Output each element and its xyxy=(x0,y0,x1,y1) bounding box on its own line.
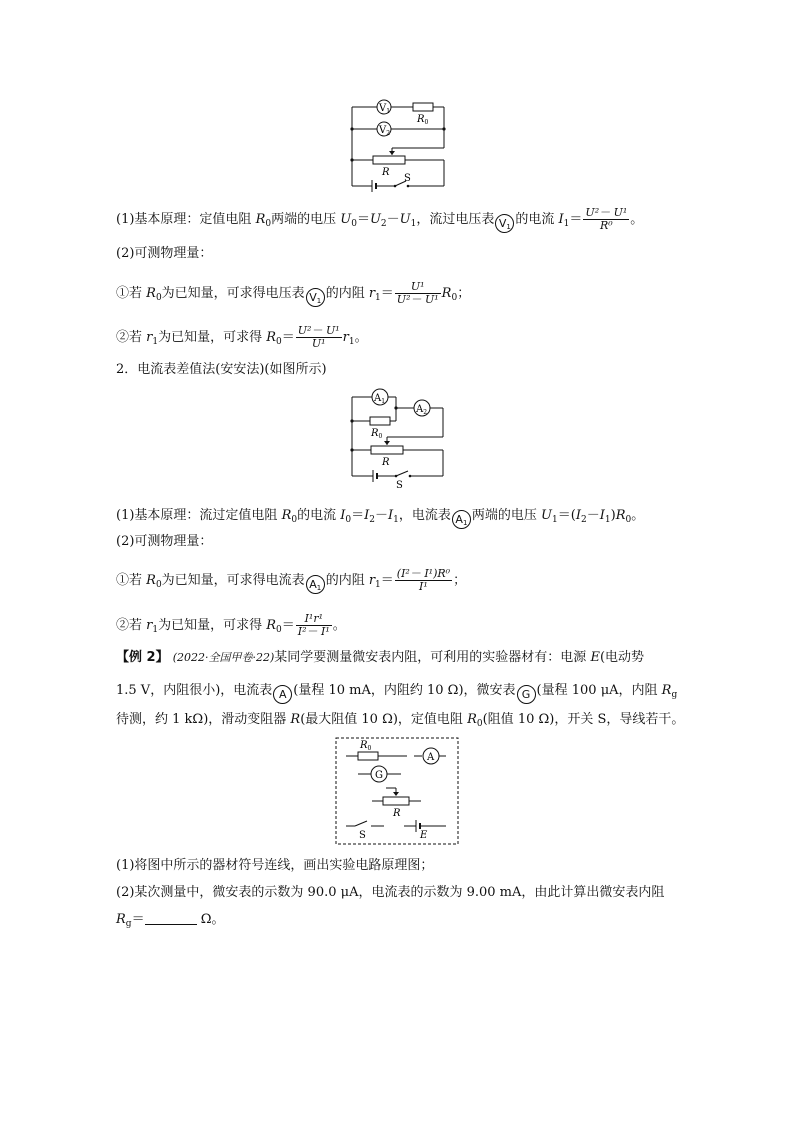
sec2-case1: ①若 $R_0$为已知量，可求得电流表 A1 的内阻 $r_1=$ $\frac{\text{(I²－ I¹)R⁰}}{\text{I¹}}$ ； xyxy=(116,567,467,593)
sec2-case2: ②若 $r_1$为已知量，可求得 $R_0=$ $\frac{\text{I¹r¹}}{\text{I²－ I¹}}$ 。 xyxy=(116,612,346,638)
circuit-diagram-voltmeter xyxy=(0,0,794,200)
galvanometer-g-icon: G xyxy=(517,685,536,704)
s-label: S xyxy=(396,480,403,490)
sec1-case2: ②若 $r_1$为已知量，可求得 $R_0=$ $\frac{\text{U²－ U¹}}{\text{U¹}}$ $r_1$。 xyxy=(116,324,368,350)
sec2-measurable: (2)可测物理量： xyxy=(116,534,213,549)
a2-label: $A_2$ xyxy=(416,404,428,416)
voltmeter-v1-icon: V1 xyxy=(495,214,514,233)
sec2-principle: (1)基本原理：流过定值电阻 $R_0$的电流 $I_0=I_2-I_1$，电流表 A1 两端的电压 $U_1=(I_2-I_1)R_0$。 xyxy=(116,508,645,527)
ammeter-a1-icon: A1 xyxy=(452,510,471,529)
example-line3: 待测，约 1 kΩ)，滑动变阻器 R(最大阻值 10 Ω)，定值电阻 $R_0$(阻值 10 Ω)，开关 S，导线若干。 xyxy=(116,712,685,729)
r-label: R xyxy=(382,167,390,178)
component-symbols-diagram xyxy=(0,735,794,845)
s-label: S xyxy=(404,173,411,184)
ammeter-a1-icon: A1 xyxy=(306,575,325,594)
question-2-answer-line: $R_g= \Omega$。 xyxy=(116,912,225,929)
example-tag: 【例 2】 xyxy=(116,650,169,665)
question-1: (1)将图中所示的器材符号连线，画出实验电路原理图； xyxy=(116,858,434,873)
fraction: $\frac{\text{U¹}}{\text{U²－ U¹}}$ xyxy=(396,280,439,306)
sec2-title: 2．电流表差值法(安安法)(如图所示) xyxy=(116,362,327,377)
r-label: R xyxy=(382,457,390,468)
fraction: $\frac{\text{(I²－ I¹)R⁰}}{\text{I¹}}$ xyxy=(396,567,451,593)
fraction: $\frac{\text{U²－ U¹}}{\text{R⁰}}$ xyxy=(585,206,628,232)
r0-label: $R_0$ xyxy=(360,740,372,752)
v2-label: $V_2$ xyxy=(379,125,391,137)
r0-label: $R_0$ xyxy=(371,428,383,440)
voltmeter-v1-icon: V1 xyxy=(306,288,325,307)
fraction: $\frac{\text{U²－ U¹}}{\text{U¹}}$ xyxy=(297,324,340,350)
a1-label: $A_1$ xyxy=(374,393,386,405)
r0-label: $R_0$ xyxy=(417,114,429,126)
g-label: G xyxy=(375,770,383,781)
a-label: A xyxy=(427,752,435,763)
question-2: (2)某次测量中，微安表的示数为 90.0 μA，电流表的示数为 9.00 mA，由此计算出微安表内阻 xyxy=(116,885,665,900)
sec1-principle: (1)基本原理：定值电阻 $R_0$两端的电压 $U_0=U_2-U_1$，流过电压表 V1 的电流 $I_1=$ $\frac{\text{U²－ U¹}}{\text{R⁰}}$ 。 xyxy=(116,206,644,232)
example-line2: 1.5 V，内阻很小)，电流表 A (量程 10 mA，内阻约 10 Ω)，微安表 G (量程 100 μA，内阻 $R_g$ xyxy=(116,683,677,704)
circuit-diagram-ammeter xyxy=(0,380,794,490)
fraction: $\frac{\text{I¹r¹}}{\text{I²－ I¹}}$ xyxy=(297,612,330,638)
sec1-measurable: (2)可测物理量： xyxy=(116,246,213,261)
ammeter-a-icon: A xyxy=(273,685,292,704)
s-label: S xyxy=(359,830,366,841)
r-label: R xyxy=(393,808,401,819)
v1-label: $V_1$ xyxy=(379,103,391,115)
sec1-case1: ①若 $R_0$为已知量，可求得电压表 V1 的内阻 $r_1=$ $\frac{\text{U¹}}{\text{U²－ U¹}}$ $R_0$； xyxy=(116,280,471,306)
e-label: E xyxy=(420,830,428,841)
answer-blank[interactable] xyxy=(145,912,197,925)
example-source: (2022·全国甲卷·22) xyxy=(172,651,275,664)
example-line1: 【例 2】 (2022·全国甲卷·22)某同学要测量微安表内阻，可利用的实验器材有：电源 E(电动势 xyxy=(116,650,645,665)
